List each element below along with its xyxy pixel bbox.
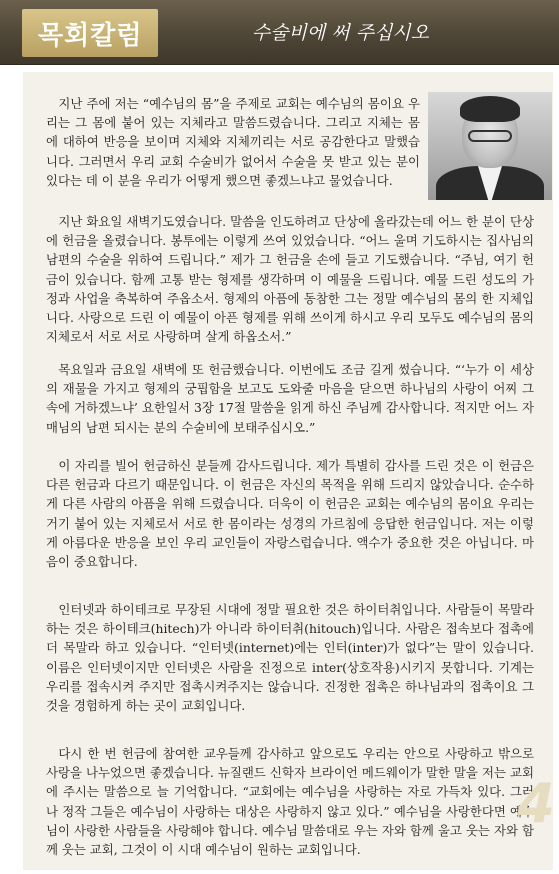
column-paragraph: 지난 화요일 새벽기도였습니다. 말씀을 인도하려고 단상에 올라갔는데 어느 한 분이 단상에 헌금을 올렸습니다. 봉투에는 이렇게 쓰여 있었습니다. “어느 울며 기도하시는 집사님의 남편의 수술을 위하여 드립니다.” 제가 그 헌금을 손에 들고 기도했습니다. “주님, 여기 헌금이 있습니다. 함께 고통 받는 형제를 생각하며 이 예물을 드립니다. 예물 드린 성도의 가정과 사업을 축복하여 주옵소서. 형제의 아픔에 동참한 그는 정말 예수님의 몸의 한 지체입니다. 사랑으로 드린 이 예물이 아픈 형제를 위해 쓰이게 하시고 우리 모두도 예수님의 몸의 지체로서 서로 서로 사랑하며 살게 하옵소서.” [46,214,534,345]
column-header [0,0,559,65]
column-paragraph: 이 자리를 빌어 헌금하신 분들께 감사드립니다. 제가 특별히 감사를 드린 것은 이 헌금은 다른 헌금과 다르기 때문입니다. 이 헌금은 자신의 목적을 위해 드리지 않았습니다. 순수하게 다른 사람의 아픔을 위해 드렸습니다. 더욱이 이 헌금은 교회는 예수님의 몸이요 우리는 거기 붙어 있는 지체로서 서로 한 몸이라는 성경의 가르침에 응답한 헌금입니다. 저는 이렇게 아름다운 반응을 보인 우리 교인들이 자랑스럽습니다. 액수가 중요한 것은 아닙니다. 마음이 중요합니다. [46,458,534,570]
column-title: 목회칼럼 [38,20,143,51]
page-number: 4 [517,772,555,835]
column-badge [22,9,158,57]
column-paragraph: 목요일과 금요일 새벽에 또 헌금했습니다. 이번에도 조금 길게 썼습니다. “‘누가 이 세상의 재물을 가지고 형제의 궁핍함을 보고도 도와줄 마음을 닫으면 하나님의 사랑이 어찌 그 속에 거하겠느냐’ 요한일서 3장 17절 말씀을 읽게 하신 주님께 감사합니다. 적지만 어느 자매님의 남편 되시는 분의 수술비에 보태주십시오.” [46,362,534,435]
column-paragraph: 다시 한 번 헌금에 참여한 교우들께 감사하고 앞으로도 우리는 안으로 사랑하고 밖으로 사랑을 나누었으면 좋겠습니다. 뉴질랜드 신학자 브라이언 메드웨이가 말한 말을 저는 교회에 주시는 말씀으로 늘 기억합니다. “교회에는 예수님을 사랑하는 자로 가득차 있다. 그러나 정작 그들은 예수님이 사랑하는 대상은 사랑하지 않고 있다.” 예수님을 사랑한다면 예수님이 사랑한 사람들을 사랑해야 합니다. 예수님 말씀대로 우는 자와 함께 울고 웃는 자와 함께 웃는 교회, 그것이 이 시대 예수님이 원하는 교회입니다. [46,746,534,858]
column-paragraph: 지난 주에 저는 “예수님의 몸”을 주제로 교회는 예수님의 몸이요 우리는 그 몸에 붙어 있는 지체라고 말씀드렸습니다. 그리고 지체는 몸에 대하여 반응을 보이며 지체와 지체끼리는 서로 공감한다고 말했습니다. 그러면서 우리 교회 수술비가 없어서 수술을 못 받고 있는 분이 있다는 데 이 분을 우리가 어떻게 했으면 좋겠느냐고 물었습니다. [46,96,420,188]
column-paragraph: 인터넷과 하이테크로 무장된 시대에 정말 필요한 것은 하이터취입니다. 사람들이 목말라 하는 것은 하이테크(hitech)가 아니라 하이터취(hitouch)입니다. 사람은 접속보다 접촉에 더 목말라 하고 있습니다. “인터넷(internet)에는 인터(inter)가 없다”는 말이 있습니다. 이름은 인터넷이지만 인터넷은 사람을 진정으로 inter(상호작용)시키지 못합니다. 기계는 우리를 접속시켜 주지만 접촉시켜주지는 않습니다. 진정한 접촉은 하나님과의 접촉이요 그것을 경험하게 하는 곳이 교회입니다. [46,602,534,714]
author-photo [428,92,552,200]
column-subtitle: 수술비에 써 주십시오 [251,22,429,44]
